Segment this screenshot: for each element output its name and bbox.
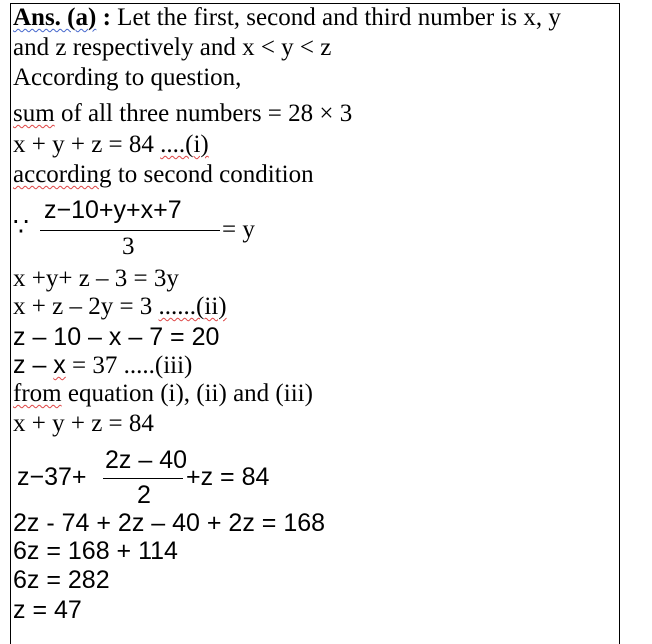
according-word: according bbox=[13, 161, 112, 188]
sum-equation-restated: x + y + z = 84 bbox=[13, 410, 154, 437]
fraction-bar bbox=[40, 230, 220, 231]
equation-1-body: x + y + z = 84 bbox=[13, 131, 161, 158]
equation-3-part-c: = 37 .....(iii) bbox=[65, 352, 193, 379]
equation-expanded: x +y+ z – 3 = 3y bbox=[13, 265, 179, 292]
equation-2 bbox=[13, 293, 227, 321]
substitution-left: z−37+ bbox=[17, 463, 87, 491]
equation-1 bbox=[13, 131, 209, 159]
sum-rest: of all three numbers = 28 × 3 bbox=[54, 100, 353, 127]
sum-statement bbox=[13, 100, 352, 128]
problem-statement-2: and z respectively and x < y < z bbox=[13, 34, 332, 61]
equation-3-part-a: z – bbox=[13, 351, 54, 379]
combined-equation: 2z - 74 + 2z – 40 + 2z = 168 bbox=[13, 509, 326, 537]
substitution-rhs: +z = 84 bbox=[186, 463, 270, 491]
z-answer: z = 47 bbox=[13, 596, 82, 624]
substitution-denominator: 2 bbox=[137, 481, 151, 509]
answer-line-1 bbox=[13, 4, 561, 32]
problem-statement-1: Let the first, second and third number is x, y bbox=[117, 4, 561, 31]
six-z-value: 6z = 282 bbox=[13, 566, 110, 594]
answer-label: Ans. (a) bbox=[13, 4, 97, 31]
six-z-sum: 6z = 168 + 114 bbox=[13, 537, 178, 565]
from-equations-rest: equation (i), (ii) and (iii) bbox=[61, 380, 313, 407]
sum-word: sum bbox=[13, 100, 55, 127]
fraction-numerator: z−10+y+x+7 bbox=[44, 196, 182, 224]
fraction-denominator: 3 bbox=[122, 233, 135, 260]
equation-1-tag: ....(i) bbox=[160, 131, 209, 158]
substitution-numerator: 2z – 40 bbox=[105, 446, 188, 474]
second-condition-rest: to second condition bbox=[111, 161, 314, 188]
fraction-rhs: = y bbox=[222, 216, 255, 243]
from-equations bbox=[13, 380, 313, 408]
third-condition: z – 10 – x – 7 = 20 bbox=[13, 323, 220, 351]
according-to-question: According to question, bbox=[13, 64, 242, 91]
answer-colon: : bbox=[96, 4, 118, 31]
equation-2-body: x + z – 2y = 3 bbox=[13, 293, 159, 320]
second-condition bbox=[13, 161, 314, 189]
from-word: from bbox=[13, 380, 62, 407]
equation-2-tag: ......(ii) bbox=[158, 293, 227, 320]
substitution-fraction-bar bbox=[103, 478, 183, 479]
equation-3-x: x bbox=[53, 351, 66, 379]
because-symbol: ∵ bbox=[13, 214, 29, 241]
equation-3 bbox=[13, 351, 192, 380]
